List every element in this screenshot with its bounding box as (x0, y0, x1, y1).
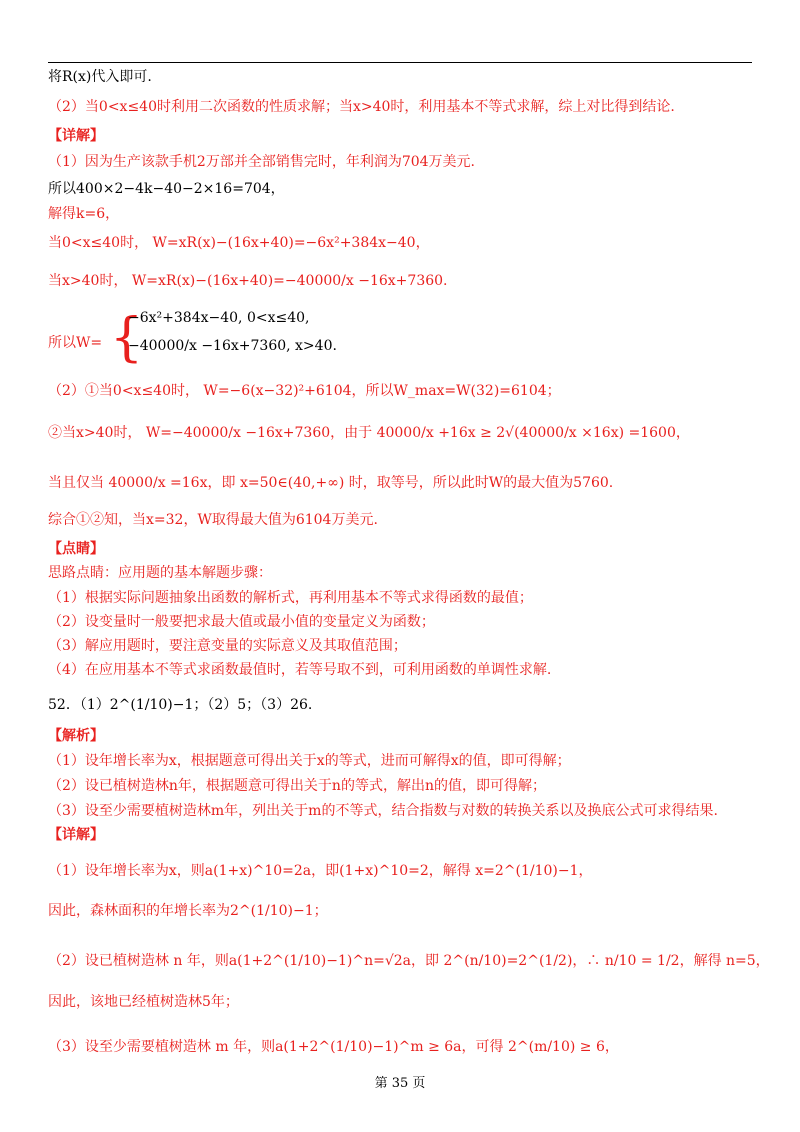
text-line-18: （4）在应用基本不等式求函数最值时，若等号取不到，可利用函数的单调性求解. (48, 662, 552, 678)
text-line-4: （1）因为生产该款手机2万部并全部销售完时，年利润为704万美元. (48, 154, 475, 170)
problem-52-answers: 52．（1）2^(1/10)−1；（2）5；（3）26. (48, 697, 313, 713)
text-line-11: 当且仅当 40000/x =16x，即 x=50∈(40,+∞) 时，取等号，所以此时W的最大值为5760. (48, 475, 614, 491)
text-line-8: 当x>40时， W=xR(x)−(16x+40)=−40000/x −16x+7360. (48, 273, 448, 289)
section-heading-detail: 【详解】 (48, 128, 104, 144)
text-line-14: 思路点睛：应用题的基本解题步骤： (48, 565, 272, 581)
piecewise-label: 所以W= (48, 335, 103, 351)
text-line-27: （2）设已植树造林 n 年，则a(1+2^(1/10)−1)^n=√2a，即 2^(n/10)=2^(1/2)，∴ n/10 = 1/2，解得 n=5， (48, 953, 770, 969)
text-line-25: （1）设年增长率为x，则a(1+x)^10=2a，即(1+x)^10=2，解得 x=2^(1/10)−1， (48, 863, 593, 879)
text-line-28: 因此，该地已经植树造林5年； (48, 994, 239, 1010)
text-line-2: （2）当0<x≤40时利用二次函数的性质求解；当x>40时，利用基本不等式求解，综上对比得到结论. (48, 99, 675, 115)
text-line-21: （1）设年增长率为x，根据题意可得出关于x的等式，进而可解得x的值，即可得解； (48, 753, 571, 769)
page-number: 第 35 页 (374, 1076, 426, 1091)
header-rule (48, 62, 752, 63)
brace-symbol: { (110, 308, 144, 368)
text-line-26: 因此，森林面积的年增长率为2^(1/10)−1； (48, 903, 328, 919)
text-line-12: 综合①②知，当x=32，W取得最大值为6104万美元. (48, 512, 378, 528)
text-line-1: 将R(x)代入即可. (48, 69, 152, 85)
text-line-22: （2）设已植树造林n年，根据题意可得出关于n的等式，解出n的值，即可得解； (48, 778, 546, 794)
text-line-6: 解得k=6， (48, 206, 120, 222)
text-line-10: ②当x>40时， W=−40000/x −16x+7360，由于 40000/x +16x ≥ 2√(40000/x ×16x) =1600， (48, 425, 690, 441)
section-heading-analysis: 【解析】 (48, 728, 104, 744)
section-heading-detail-2: 【详解】 (48, 827, 104, 843)
piecewise-case-2: −40000/x −16x+7360, x>40. (128, 338, 337, 354)
piecewise-case-1: −6x²+384x−40, 0<x≤40, (128, 310, 310, 326)
text-line-9: （2）①当0<x≤40时， W=−6(x−32)²+6104，所以W_max=W(32)=6104； (48, 383, 561, 399)
text-line-16: （2）设变量时一般要把求最大值或最小值的变量定义为函数； (48, 614, 435, 630)
text-line-15: （1）根据实际问题抽象出函数的解析式，再利用基本不等式求得函数的最值； (48, 590, 533, 606)
section-heading-note: 【点睛】 (48, 541, 104, 557)
text-line-5: 所以400×2−4k−40−2×16=704， (48, 181, 285, 197)
text-line-17: （3）解应用题时，要注意变量的实际意义及其取值范围； (48, 638, 407, 654)
text-line-23: （3）设至少需要植树造林m年，列出关于m的不等式，结合指数与对数的转换关系以及换底公式可求得结果. (48, 803, 718, 819)
text-line-7: 当0<x≤40时， W=xR(x)−(16x+40)=−6x²+384x−40， (48, 235, 430, 251)
text-line-29: （3）设至少需要植树造林 m 年，则a(1+2^(1/10)−1)^m ≥ 6a，可得 2^(m/10) ≥ 6， (48, 1039, 619, 1055)
